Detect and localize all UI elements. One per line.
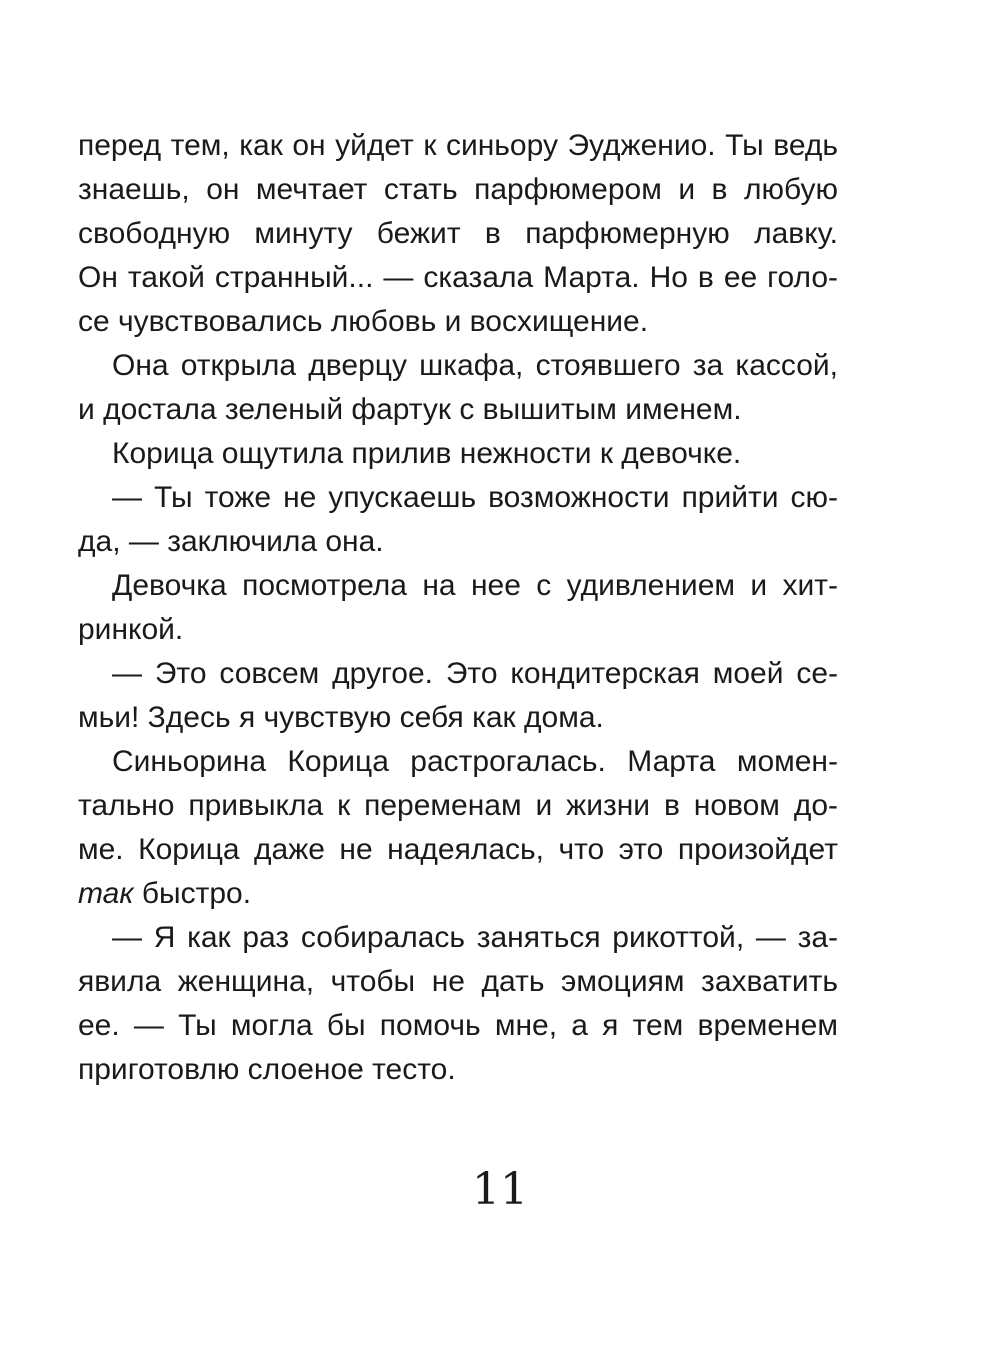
text-line: и достала зеленый фартук с вышитым именем. xyxy=(78,393,742,426)
page-number: 11 xyxy=(472,1164,528,1215)
text-line: знаешь, он мечтает стать парфюмером и в любую xyxy=(78,173,838,206)
body-text xyxy=(78,124,838,1092)
text-line: Корица ощутила прилив нежности к девочке. xyxy=(112,437,742,470)
text-line: — Это совсем другое. Это кондитерская моей се- xyxy=(112,657,838,690)
text-line: ее. — Ты могла бы помочь мне, а я тем временем xyxy=(78,1009,838,1042)
text-line: — Ты тоже не упускаешь возможности прийти сю- xyxy=(112,481,838,514)
italic-word: так xyxy=(78,877,134,910)
text-fragment: быстро. xyxy=(133,877,252,910)
text-line: тально привыкла к переменам и жизни в новом до- xyxy=(78,789,838,822)
text-line: Девочка посмотрела на нее с удивлением и хит- xyxy=(112,569,838,602)
text-line: Он такой странный... — сказала Марта. Но в ее голо- xyxy=(78,261,838,294)
text-line: явила женщина, чтобы не дать эмоциям захватить xyxy=(78,965,838,998)
text-line: Синьорина Корица растрогалась. Марта момен- xyxy=(112,745,838,778)
text-line: перед тем, как он уйдет к синьору Эудженио. Ты ведь xyxy=(78,129,838,162)
text-line xyxy=(78,872,838,916)
text-line: да, — заключила она. xyxy=(78,525,384,558)
text-line: ринкой. xyxy=(78,613,184,646)
text-line: свободную минуту бежит в парфюмерную лавку. xyxy=(78,217,838,250)
text-line: мьи! Здесь я чувствую себя как дома. xyxy=(78,701,604,734)
text-line: — Я как раз собиралась заняться рикоттой, — за- xyxy=(112,921,838,954)
text-line: Она открыла дверцу шкафа, стоявшего за кассой, xyxy=(112,349,838,382)
text-line: приготовлю слоеное тесто. xyxy=(78,1053,456,1086)
text-line: се чувствовались любовь и восхищение. xyxy=(78,305,649,338)
text-line: ме. Корица даже не надеялась, что это произойдет xyxy=(78,833,838,866)
